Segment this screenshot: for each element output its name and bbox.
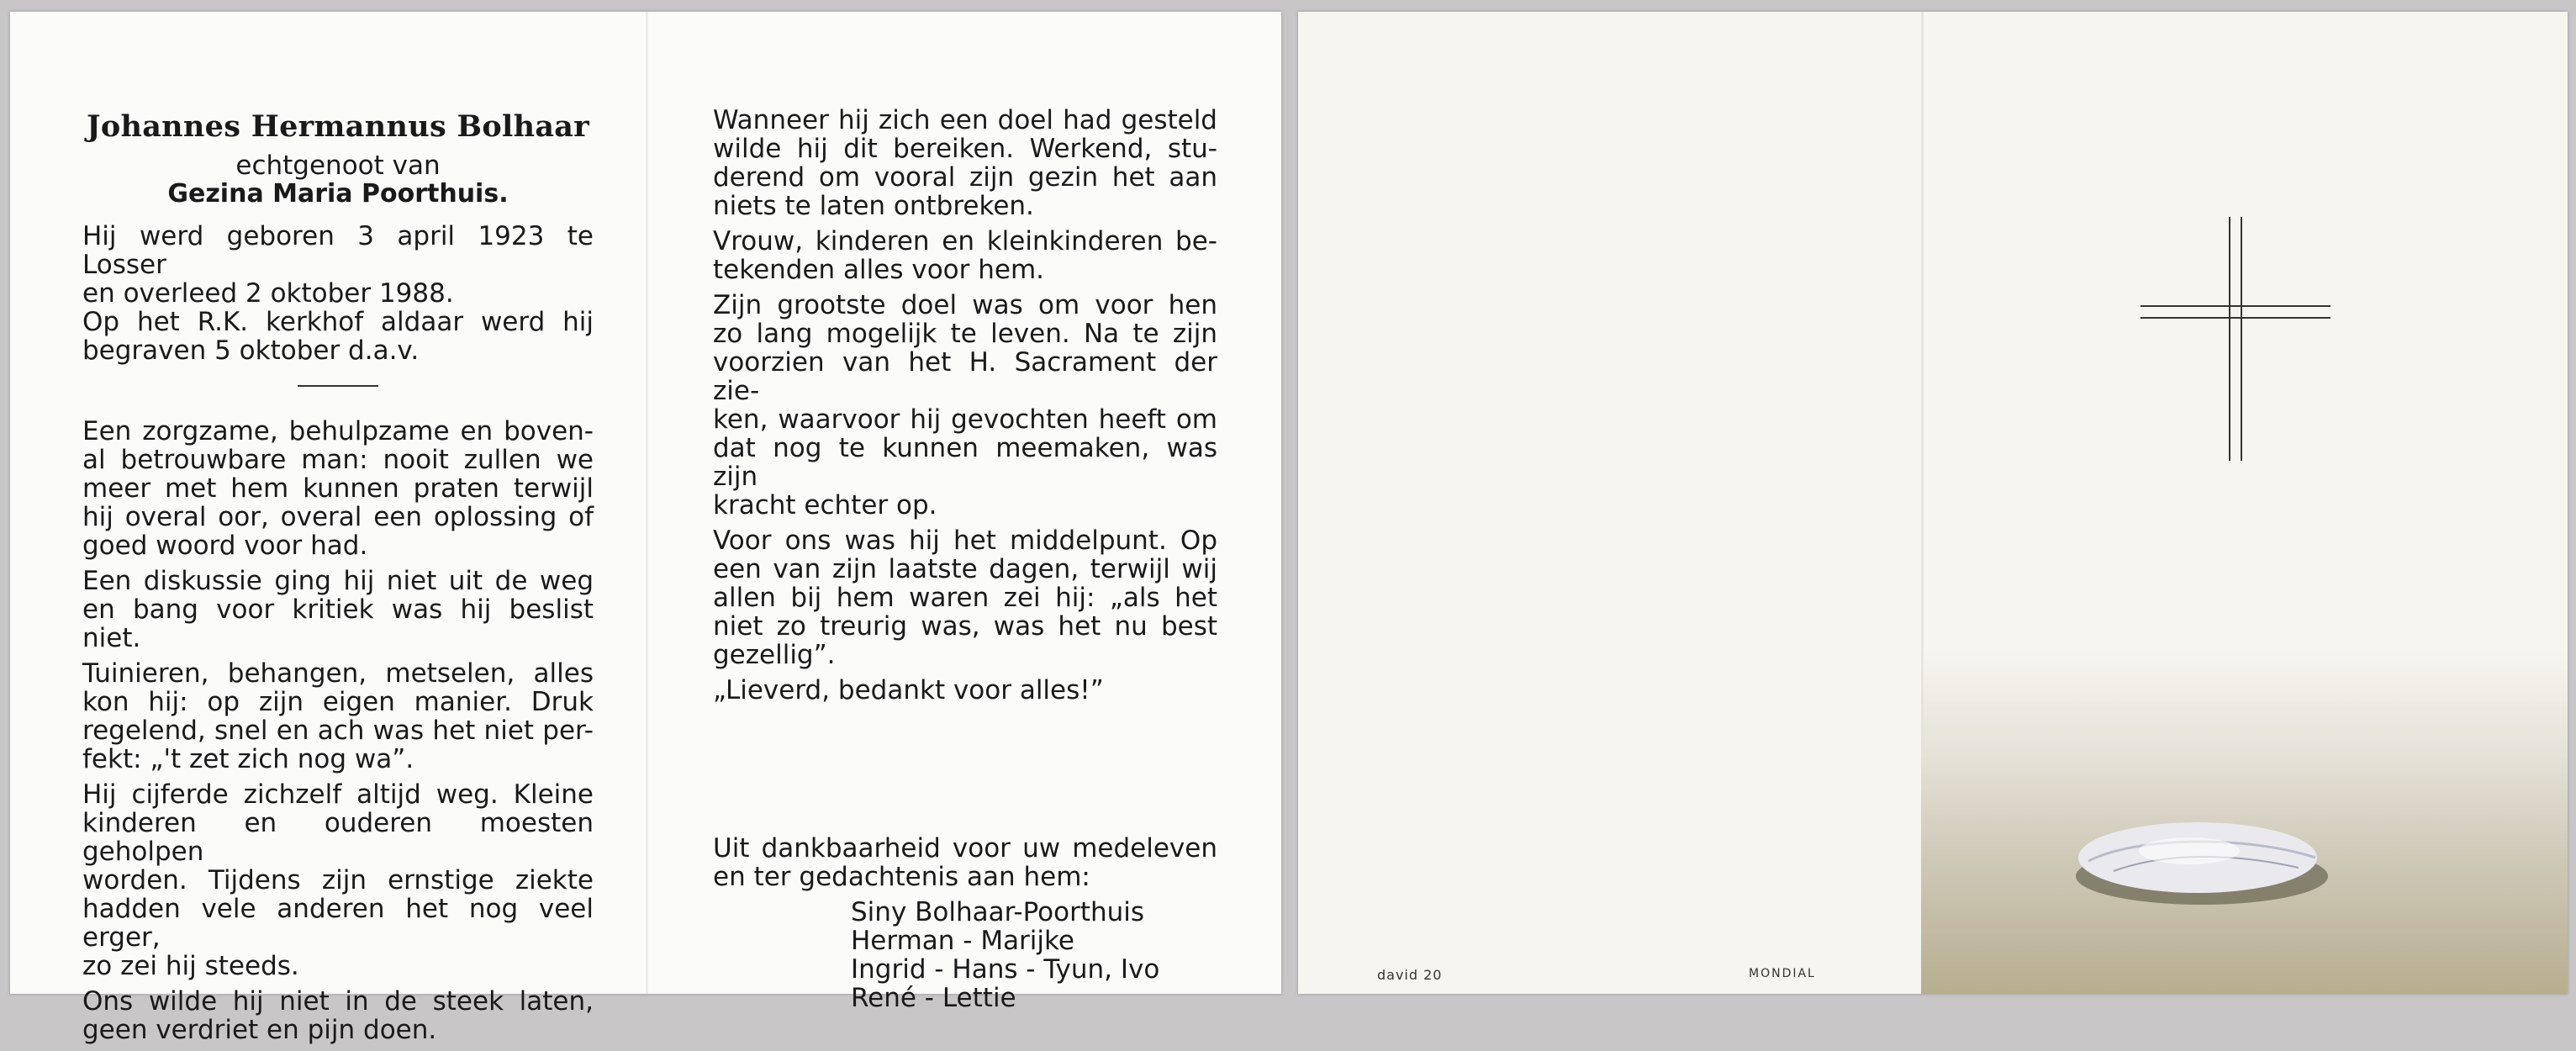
card-outside — [1298, 12, 2568, 994]
text-line: allen bij hem waren zei hij: „als het — [713, 583, 1217, 613]
text-line: gezellig”. — [713, 640, 836, 670]
text-line: tekenden alles voor hem. — [713, 255, 1044, 285]
birth-death-paragraph — [82, 222, 594, 365]
text-line: kon hij: op zijn eigen manier. Druk — [82, 687, 594, 717]
text-line: derend om vooral zijn gezin het aan — [713, 162, 1217, 193]
text-line: Ons wilde hij niet in de steek laten, — [82, 986, 594, 1017]
text-line: begraven 5 oktober d.a.v. — [82, 335, 420, 366]
cross-icon — [2141, 217, 2331, 461]
text-line: kinderen en ouderen moesten geholpen — [82, 808, 594, 867]
text-line: Voor ons was hij het middelpunt. Op — [713, 526, 1217, 556]
text-line: meer met hem kunnen praten terwijl — [82, 473, 594, 504]
text-line: niet zo treurig was, was het nu best — [713, 611, 1217, 642]
left-column — [82, 109, 594, 1051]
text-line: Een zorgzame, behulpzame en boven- — [82, 416, 594, 446]
text-line: hadden vele anderen het nog veel erger, — [82, 894, 594, 953]
quote — [713, 676, 1217, 705]
text-line: Een diskussie ging hij niet uit de weg — [82, 566, 594, 596]
card-inside — [10, 12, 1281, 1045]
paragraph-9 — [713, 526, 1217, 669]
paragraph-8 — [713, 291, 1217, 520]
family-entry: Siny Bolhaar-Poorthuis — [851, 897, 1145, 927]
text-line: zo lang mogelijk te leven. Na te zijn — [713, 319, 1217, 349]
text-line: Hij cijferde zichzelf altijd weg. Kleine — [82, 779, 594, 810]
paragraph-6 — [713, 106, 1217, 220]
text-line: ken, waarvoor hij gevochten heeft om — [713, 404, 1217, 435]
spouse-intro: echtgenoot van — [235, 151, 441, 181]
family-entry: Herman - Marijke — [851, 926, 1074, 956]
text-line: goed woord voor had. — [82, 531, 368, 561]
text-line: worden. Tijdens zijn ernstige ziekte — [82, 865, 594, 895]
text-line: Uit dankbaarheid voor uw medeleven — [713, 833, 1217, 864]
text-line: regelend, snel en ach was het niet per- — [82, 716, 594, 746]
text-line: en ter gedachtenis aan hem: — [713, 862, 1090, 892]
family-list — [851, 898, 1217, 1012]
paragraph-5 — [82, 987, 594, 1044]
text-line: al betrouwbare man: nooit zullen we — [82, 445, 594, 475]
fold-crease — [646, 12, 648, 994]
text-line: Tuinieren, behangen, metselen, alles — [82, 658, 594, 689]
text-line: en overleed 2 oktober 1988. — [82, 278, 454, 309]
thanks-paragraph — [713, 834, 1217, 891]
divider — [298, 385, 378, 387]
text-line: niet. — [82, 623, 141, 653]
text-line: en bang voor kritiek was hij beslist — [82, 594, 594, 625]
paragraph-1 — [82, 417, 594, 560]
text-line: Hij werd geboren 3 april 1923 te Losser — [82, 221, 594, 280]
right-column — [713, 106, 1217, 1012]
quote-text: „Lieverd, bedankt voor alles!” — [713, 675, 1104, 705]
text-line: Vrouw, kinderen en kleinkinderen be- — [713, 226, 1217, 256]
text-line: fekt: „'t zet zich nog wa”. — [82, 744, 414, 774]
text-line: Zijn grootste doel was om voor hen — [713, 290, 1217, 320]
paragraph-4 — [82, 780, 594, 980]
deceased-name: Johannes Hermannus Bolhaar — [86, 109, 590, 144]
family-entry: René - Lettie — [851, 983, 1016, 1013]
publisher-label: MONDIAL — [1749, 967, 1816, 980]
spouse-name: Gezina Maria Poorthuis. — [167, 179, 509, 209]
paragraph-3 — [82, 659, 594, 774]
leaf-emboss-icon — [2063, 802, 2332, 911]
text-line: een van zijn laatste dagen, terwijl wij — [713, 554, 1217, 584]
text-line: kracht echter op. — [713, 490, 937, 520]
family-entry: Ingrid - Hans - Tyun, Ivo — [851, 954, 1160, 985]
paragraph-7 — [713, 227, 1217, 284]
text-line: voorzien van het H. Sacrament der zie- — [713, 347, 1217, 406]
text-line: Wanneer hij zich een doel had gesteld — [713, 105, 1217, 135]
text-line: hij overal oor, overal een oplossing of — [82, 502, 594, 532]
printer-code: david 20 — [1377, 967, 1443, 983]
text-line: wilde hij dit bereiken. Werkend, stu- — [713, 134, 1217, 164]
text-line: geen verdriet en pijn doen. — [82, 1015, 437, 1045]
paragraph-2 — [82, 567, 594, 652]
text-line: zo zei hij steeds. — [82, 951, 299, 981]
text-line: dat nog te kunnen meemaken, was zijn — [713, 433, 1217, 492]
text-line: Op het R.K. kerkhof aldaar werd hij — [82, 307, 594, 337]
text-line: niets te laten ontbreken. — [713, 191, 1034, 221]
